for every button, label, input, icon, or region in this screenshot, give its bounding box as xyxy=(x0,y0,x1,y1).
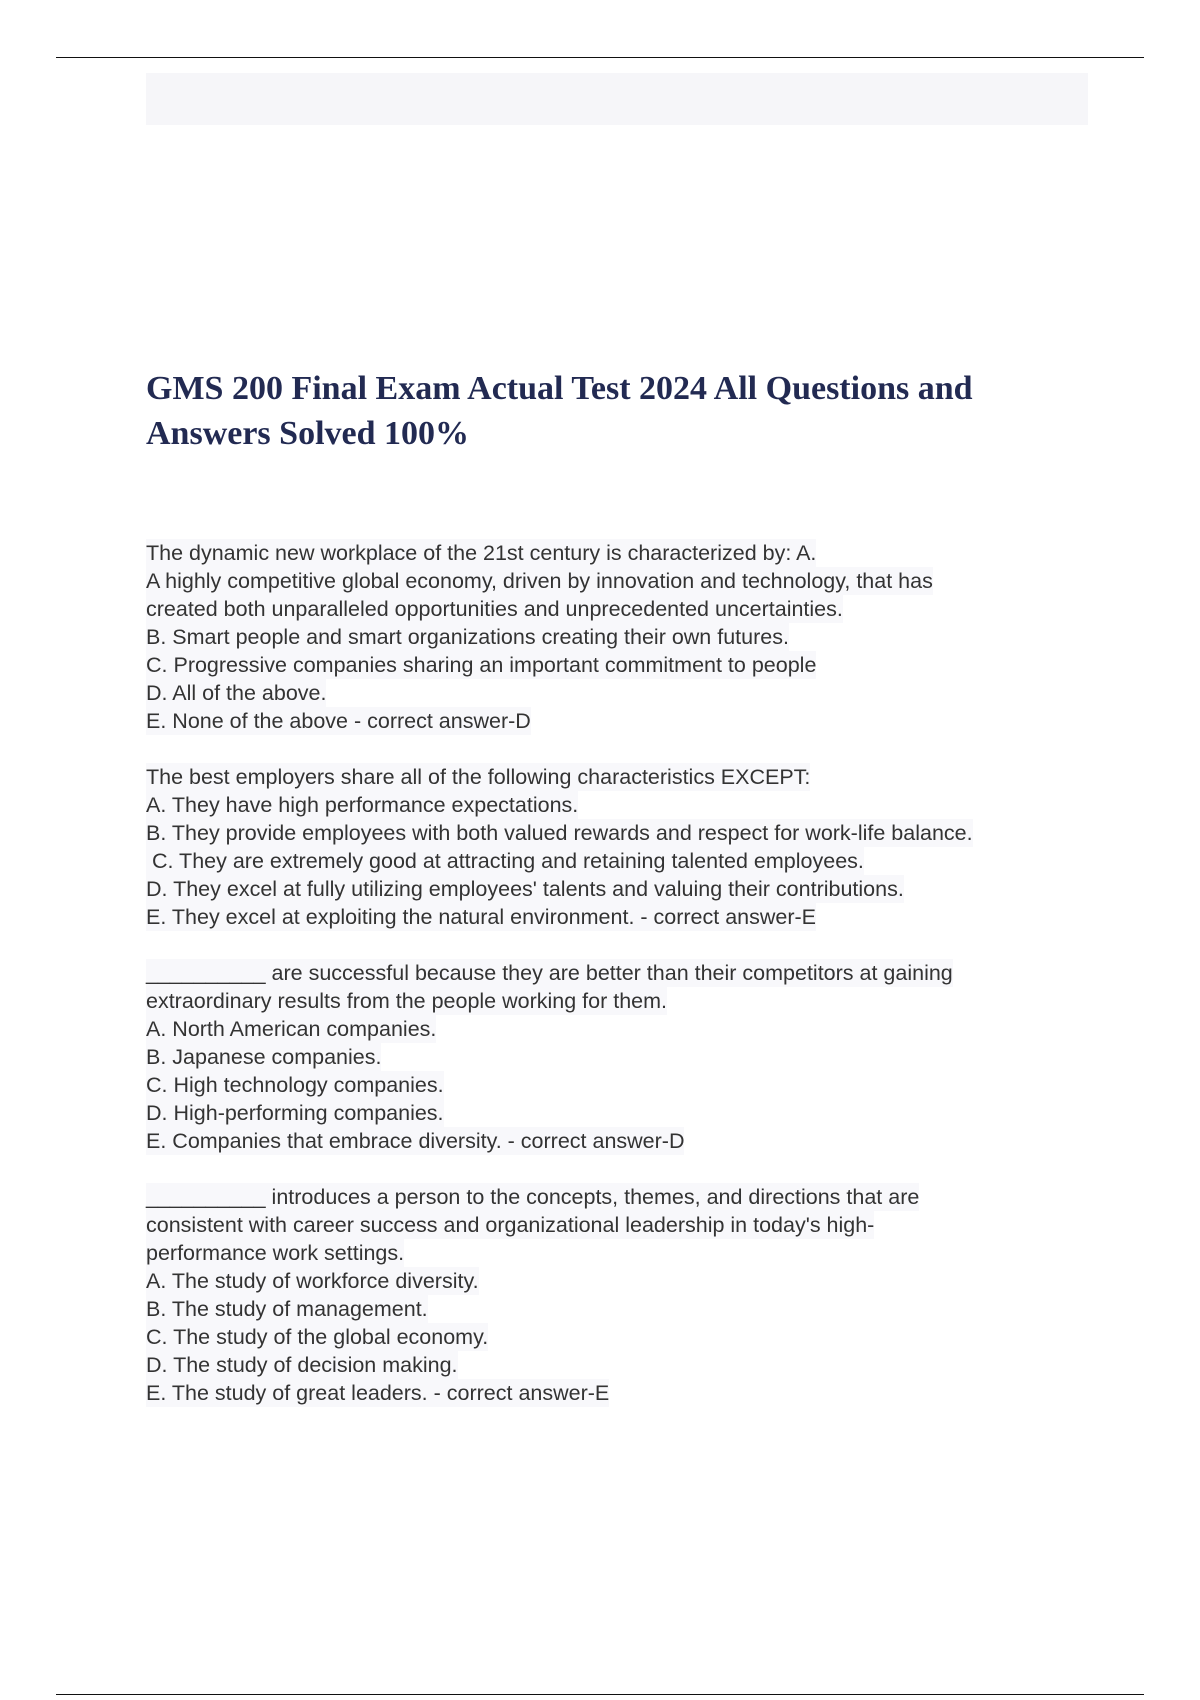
question-3-option: D. High-performing companies. xyxy=(146,1101,444,1125)
question-1-answer: E. None of the above - correct answer-D xyxy=(146,709,531,733)
question-1-line: The dynamic new workplace of the 21st century is characterized by: A. xyxy=(146,541,817,565)
question-4-answer: E. The study of great leaders. - correct answer-E xyxy=(146,1381,610,1405)
question-2-option: D. They excel at fully utilizing employees' talents and valuing their contributions. xyxy=(146,877,904,901)
question-3-line: __________ are successful because they are better than their competitors at gaining xyxy=(146,961,953,985)
question-1-line: A highly competitive global economy, driven by innovation and technology, that has xyxy=(146,569,933,593)
question-4-option: C. The study of the global economy. xyxy=(146,1325,489,1349)
question-3 xyxy=(146,959,1146,1155)
title-line-2: Answers Solved 100% xyxy=(146,415,470,452)
question-list xyxy=(146,539,1146,1435)
question-1-option: D. All of the above. xyxy=(146,681,327,705)
question-4-line: __________ introduces a person to the concepts, themes, and directions that are xyxy=(146,1185,920,1209)
question-3-line: extraordinary results from the people working for them. xyxy=(146,989,668,1013)
bottom-rule xyxy=(56,1694,1144,1695)
question-4 xyxy=(146,1183,1146,1407)
question-3-option: A. North American companies. xyxy=(146,1017,437,1041)
question-2-option: B. They provide employees with both valued rewards and respect for work-life balance. xyxy=(146,821,973,845)
question-2 xyxy=(146,763,1146,931)
question-1-option: C. Progressive companies sharing an important commitment to people xyxy=(146,653,817,677)
question-2-line: The best employers share all of the following characteristics EXCEPT: xyxy=(146,765,811,789)
question-4-line: consistent with career success and organizational leadership in today's high- xyxy=(146,1213,875,1237)
question-2-option: A. They have high performance expectations. xyxy=(146,793,579,817)
question-2-option: C. They are extremely good at attracting and retaining talented employees. xyxy=(146,849,864,873)
top-rule xyxy=(56,57,1144,58)
question-3-option: C. High technology companies. xyxy=(146,1073,444,1097)
question-2-answer: E. They excel at exploiting the natural environment. - correct answer-E xyxy=(146,905,817,929)
question-4-option: B. The study of management. xyxy=(146,1297,428,1321)
question-1-line: created both unparalleled opportunities and unprecedented uncertainties. xyxy=(146,597,843,621)
header-band xyxy=(146,73,1088,125)
question-1 xyxy=(146,539,1146,735)
question-4-option: A. The study of workforce diversity. xyxy=(146,1269,479,1293)
question-1-option: B. Smart people and smart organizations creating their own futures. xyxy=(146,625,789,649)
question-3-answer: E. Companies that embrace diversity. - correct answer-D xyxy=(146,1129,685,1153)
question-4-option: D. The study of decision making. xyxy=(146,1353,458,1377)
document-title xyxy=(146,366,1106,456)
question-4-line: performance work settings. xyxy=(146,1241,405,1265)
question-3-option: B. Japanese companies. xyxy=(146,1045,382,1069)
title-line-1: GMS 200 Final Exam Actual Test 2024 All Questions and xyxy=(146,370,973,407)
